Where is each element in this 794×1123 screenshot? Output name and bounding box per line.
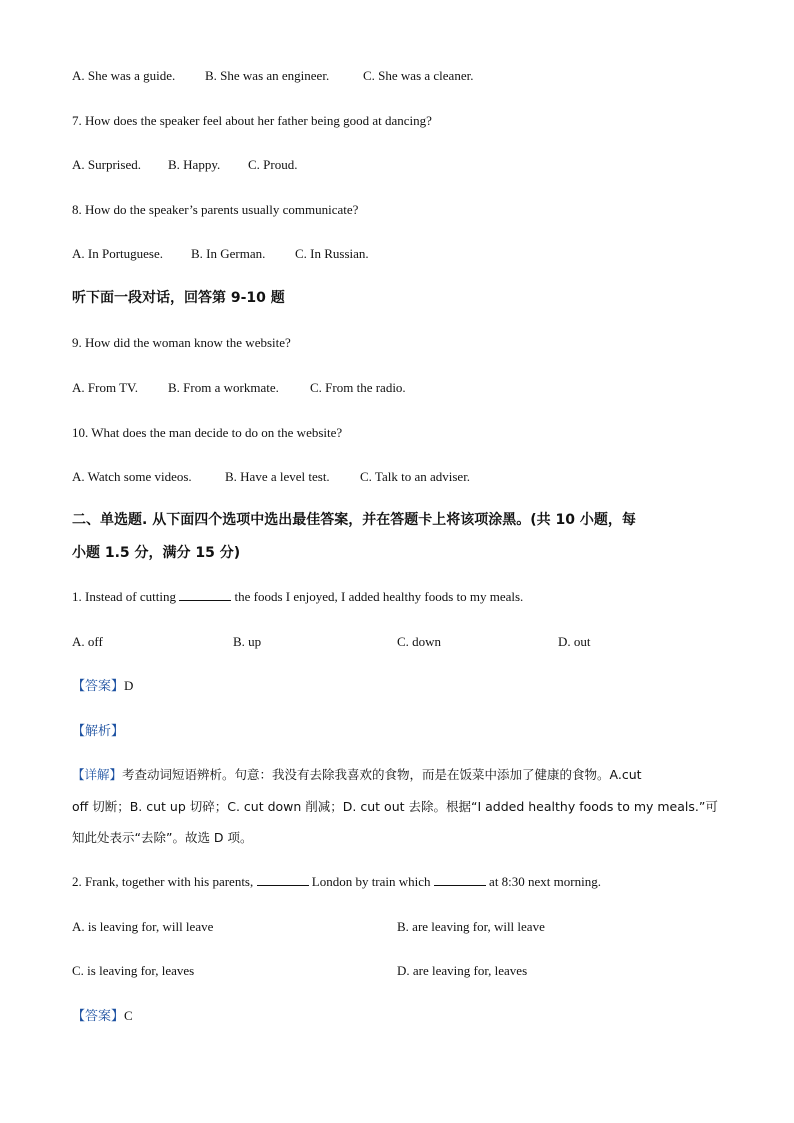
q8-option-a: A. In Portuguese. [72,246,163,261]
part2-heading-line1: 二、单选题. 从下面四个选项中选出最佳答案，并在答题卡上将该项涂黑。(共 10 小题，每 [72,512,636,528]
mc1-detail-tag: 【详解】 [72,767,123,782]
q9-question: 9. How did the woman know the website? [72,335,291,350]
section-9-10-heading: 听下面一段对话，回答第 9-10 题 [72,290,285,306]
q10-question: 10. What does the man decide to do on the website? [72,425,343,440]
mc1-analysis-tag: 【解析】 [72,724,125,739]
q8-option-b: B. In German. [191,246,266,261]
mc1-detail-text1: 考查动词短语辨析。句意：我没有去除我喜欢的食物，而是在饭菜中添加了健康的食物。A.cut [122,767,642,782]
mc2-question-post: at 8:30 next morning. [489,874,601,889]
mc2-option-c: C. is leaving for, leaves [72,963,195,978]
mc1-detail-line2: off 切断；B. cut up 切碎；C. cut down 削减；D. cut out 去除。根据“I added healthy foods to my meals.”可 [72,799,718,814]
q8-option-c: C. In Russian. [295,246,369,261]
part2-heading-line2: 小题 1.5 分，满分 15 分) [72,545,241,561]
q10-option-a: A. Watch some videos. [72,469,192,484]
mc2-question-pre: 2. Frank, together with his parents, [72,874,254,889]
q6-option-b: B. She was an engineer. [205,68,330,83]
q7-options [72,156,297,174]
mc2-blank-1 [257,873,309,886]
mc2-question-mid: London by train which [311,874,431,889]
mc1-option-c: C. down [397,634,442,649]
q10-option-c: C. Talk to an adviser. [360,469,471,484]
mc1-analysis [72,722,124,741]
q9-option-c: C. From the radio. [310,380,406,395]
q10-options [72,468,470,486]
q7-option-b: B. Happy. [168,157,221,172]
q6-options [72,67,473,85]
mc1-detail-line3: 知此处表示“去除”。故选 D 项。 [72,830,253,845]
mc1-option-d: D. out [558,634,591,649]
mc2-options-row1 [72,918,545,936]
mc1-answer-tag: 【答案】 [72,679,125,694]
q7-option-c: C. Proud. [248,157,298,172]
mc2-blank-2 [434,873,486,886]
mc1-question [72,588,523,606]
mc2-answer [72,1007,133,1026]
q10-option-b: B. Have a level test. [225,469,330,484]
mc1-options [72,633,591,651]
mc1-question-pre: 1. Instead of cutting [72,589,176,604]
mc1-question-post: the foods I enjoyed, I added healthy foods to my meals. [234,589,524,604]
mc2-option-b: B. are leaving for, will leave [397,919,545,934]
mc1-answer [72,677,133,696]
mc2-answer-tag: 【答案】 [72,1009,125,1024]
mc1-option-b: B. up [233,634,262,649]
mc1-answer-value: D [124,678,134,693]
mc2-question [72,873,601,891]
mc2-options-row2 [72,962,527,980]
q9-option-b: B. From a workmate. [168,380,279,395]
mc2-option-d: D. are leaving for, leaves [397,963,528,978]
q7-question: 7. How does the speaker feel about her father being good at dancing? [72,113,432,128]
mc2-answer-value: C [124,1008,133,1023]
q9-options [72,379,406,397]
q8-options [72,245,369,263]
q6-option-a: A. She was a guide. [72,68,176,83]
q8-question: 8. How do the speaker’s parents usually communicate? [72,202,359,217]
q6-option-c: C. She was a cleaner. [363,68,474,83]
mc2-option-a: A. is leaving for, will leave [72,919,214,934]
mc1-option-a: A. off [72,634,103,649]
q7-option-a: A. Surprised. [72,157,141,172]
mc1-detail-line1 [72,766,642,784]
mc1-blank [179,588,231,601]
q9-option-a: A. From TV. [72,380,138,395]
